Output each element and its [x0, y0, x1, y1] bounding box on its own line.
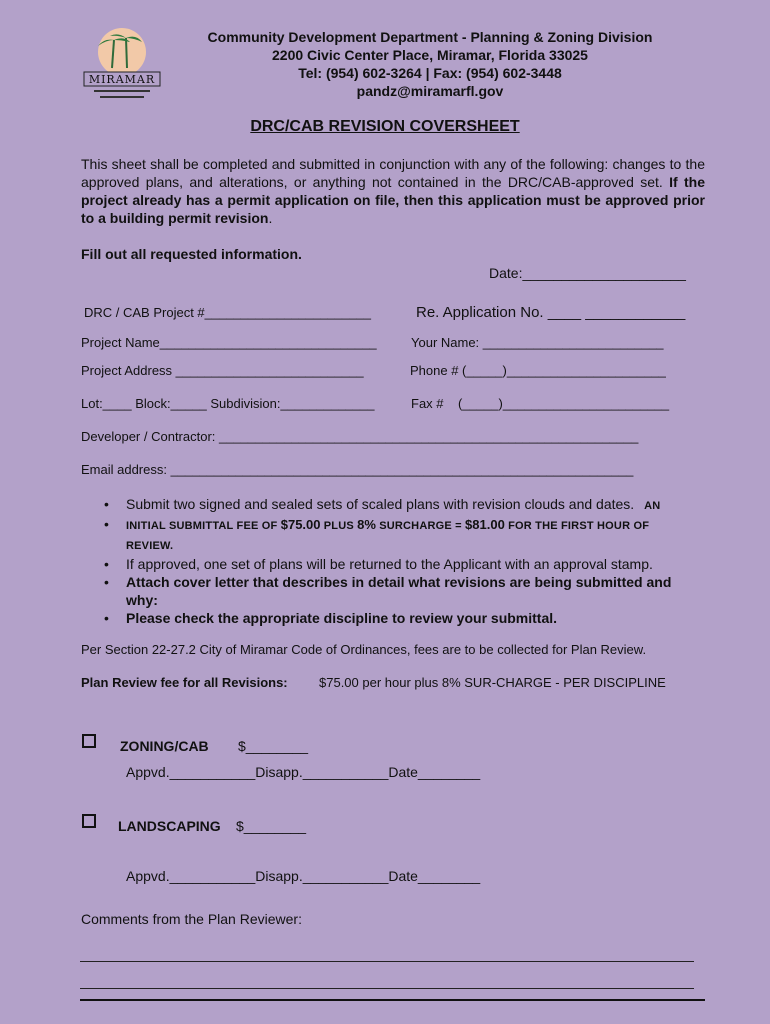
- developer-contractor-field[interactable]: Developer / Contractor: __________________________________________________________: [81, 429, 639, 444]
- list-item: [104, 515, 714, 555]
- bullet-icon: •: [104, 556, 109, 572]
- project-number-field[interactable]: DRC / CAB Project #_______________________: [84, 305, 371, 320]
- list-item: [104, 495, 714, 515]
- bullet-icon: •: [104, 496, 109, 512]
- bullet-icon: •: [104, 516, 109, 532]
- header-phone: Tel: (954) 602-3264 | Fax: (954) 602-3448: [298, 65, 562, 81]
- list-item: [104, 573, 696, 609]
- intro-text: This sheet shall be completed and submitted in conjunction with any of the following: changes to the approved plans, and alterations, or anything not contained in the DRC/CAB-approved set.: [81, 156, 705, 190]
- application-number-field[interactable]: Re. Application No. ____ ____________: [416, 304, 686, 321]
- list-item: [104, 609, 714, 627]
- logo-text: MIRAMAR: [88, 73, 156, 86]
- bullet-3-text: If approved, one set of plans will be returned to the Applicant with an approval stamp.: [126, 556, 653, 572]
- fee-label: Plan Review fee for all Revisions:: [81, 675, 288, 690]
- landscaping-checkbox[interactable]: [82, 814, 96, 828]
- requirements-list: [104, 495, 714, 627]
- fax-field[interactable]: Fax # (_____)_______________________: [411, 396, 670, 411]
- project-address-field[interactable]: Project Address __________________________: [81, 363, 364, 378]
- landscaping-amount[interactable]: $________: [236, 818, 307, 834]
- fee-initial: $75.00: [280, 517, 321, 532]
- ordinance-text: Per Section 22-27.2 City of Miramar Code of Ordinances, fees are to be collected for Plan Review.: [81, 642, 647, 657]
- bullet-5-text: Please check the appropriate discipline to review your submittal.: [126, 610, 558, 626]
- zoning-checkbox[interactable]: [82, 734, 96, 748]
- bullet-2-part-b: PLUS: [320, 520, 358, 532]
- bullet-icon: •: [104, 574, 109, 590]
- landscaping-label: LANDSCAPING: [118, 818, 221, 834]
- your-name-field[interactable]: Your Name: _________________________: [411, 335, 664, 350]
- phone-field[interactable]: Phone # (_____)______________________: [410, 363, 666, 378]
- lot-block-subdivision-field[interactable]: Lot:____ Block:_____ Subdivision:_____________: [81, 396, 375, 411]
- fill-out-instruction: Fill out all requested information.: [81, 246, 302, 262]
- bullet-2-part-d: FOR THE FIRST HOUR OF: [504, 520, 650, 532]
- zoning-amount[interactable]: $________: [238, 738, 309, 754]
- date-field[interactable]: Date:_____________________: [489, 265, 686, 281]
- bottom-divider: [80, 999, 705, 1001]
- intro-bold-text: If the project already has a permit application on file, then this application must be approved prior to a building permit revision: [81, 174, 705, 226]
- zoning-label: ZONING/CAB: [120, 738, 209, 754]
- header-address: 2200 Civic Center Place, Miramar, Florida 33025: [272, 47, 588, 63]
- bullet-1-text: Submit two signed and sealed sets of scaled plans with revision clouds and dates.: [126, 496, 635, 512]
- bullet-2-part-a: INITIAL SUBMITTAL FEE OF: [126, 520, 281, 532]
- miramar-logo: [82, 26, 162, 106]
- zoning-approval-line[interactable]: Appvd.___________Disapp.___________Date________: [126, 764, 481, 780]
- project-name-field[interactable]: Project Name______________________________: [81, 335, 377, 350]
- bullet-1-tail: AN: [644, 500, 661, 512]
- bullet-4-text: Attach cover letter that describes in detail what revisions are being submitted and why:: [126, 574, 672, 608]
- fee-value: $75.00 per hour plus 8% SUR-CHARGE - PER DISCIPLINE: [319, 675, 666, 690]
- surcharge-percent: 8%: [357, 517, 376, 532]
- landscaping-approval-line[interactable]: Appvd.___________Disapp.___________Date________: [126, 868, 481, 884]
- list-item: [104, 555, 714, 573]
- bullet-2-part-e: REVIEW.: [126, 540, 174, 552]
- email-address-field[interactable]: Email address: ________________________________________________________________: [81, 462, 634, 477]
- fee-total: $81.00: [465, 517, 505, 532]
- intro-end: .: [268, 210, 273, 226]
- header-email: pandz@miramarfl.gov: [356, 83, 504, 99]
- intro-paragraph: [81, 155, 705, 227]
- page-title: DRC/CAB REVISION COVERSHEET: [250, 118, 520, 135]
- comments-label: Comments from the Plan Reviewer:: [81, 911, 302, 927]
- bullet-2-part-c: SURCHARGE =: [375, 520, 466, 532]
- bullet-icon: •: [104, 610, 109, 626]
- comment-line-1[interactable]: [80, 961, 694, 962]
- header-department: Community Development Department - Planning & Zoning Division: [207, 29, 653, 45]
- comment-line-2[interactable]: [80, 988, 694, 989]
